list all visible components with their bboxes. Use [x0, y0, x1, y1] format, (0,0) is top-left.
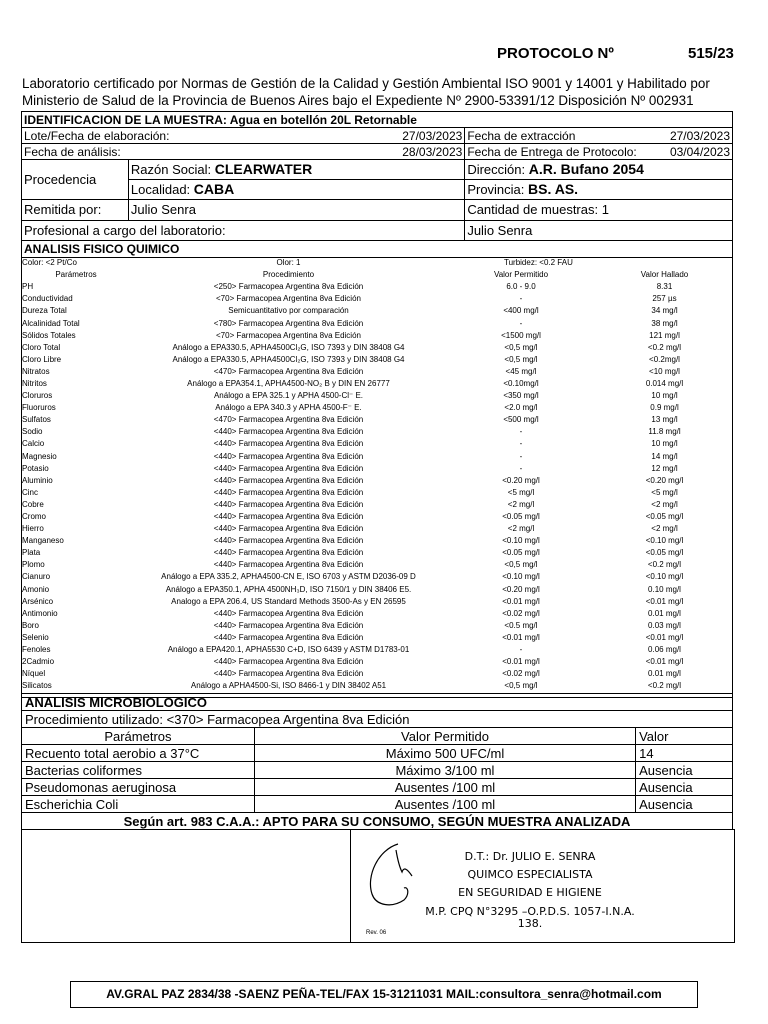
- fq-row: [21, 317, 733, 329]
- header-valor-hallado: Valor Hallado: [640, 270, 689, 280]
- fq-proc: <440> Farmacopea Argentina 8va Edición: [213, 608, 364, 618]
- fq-param: Conductividad: [22, 294, 73, 304]
- fq-permitido: <0.20 mg/l: [502, 475, 540, 485]
- fq-proc: <440> Farmacopea Argentina 8va Edición: [213, 475, 364, 485]
- fq-hallado: <0.01 mg/l: [645, 632, 684, 642]
- fq-proc: <440> Farmacopea Argentina 8va Edición: [213, 536, 364, 546]
- fq-hallado: 11.8 mg/l: [648, 427, 681, 437]
- fq-row: [21, 463, 733, 475]
- fq-proc: <440> Farmacopea Argentina 8va Edición: [213, 632, 364, 642]
- fq-hallado: <0.01 mg/l: [645, 596, 684, 606]
- entrega-cell: Fecha de Entrega de Protocolo: 03/04/2023: [465, 144, 733, 160]
- extraccion-cell: Fecha de extracción 27/03/2023: [465, 128, 733, 144]
- fq-row: [21, 438, 733, 450]
- fq-hallado: <0.2mg/l: [649, 354, 680, 364]
- fq-row: [21, 293, 733, 305]
- fq-proc: <70> Farmacopea Argentina 8va Edición: [216, 330, 361, 340]
- localidad: Localidad: CABA: [128, 180, 464, 200]
- fq-proc: <440> Farmacopea Argentina 8va Edición: [213, 451, 364, 461]
- remitida-value: Julio Senra: [128, 200, 464, 221]
- fq-param: Fluoruros: [22, 403, 56, 413]
- fq-param: Potasio: [22, 463, 49, 473]
- fq-permitido: <1500 mg/l: [501, 330, 541, 340]
- footer-address: AV.GRAL PAZ 2834/38 -SAENZ PEÑA-TEL/FAX 15-31211031 MAIL:consultora_senra@hotmail.com: [70, 981, 698, 1008]
- fq-hallado: 257 µs: [652, 294, 677, 304]
- fq-permitido: <2 mg/l: [507, 524, 535, 534]
- fq-row: [21, 596, 733, 608]
- header-procedimiento: Procedimiento: [262, 270, 315, 280]
- fq-proc: <250> Farmacopea Argentina 8va Edición: [213, 282, 364, 292]
- fq-row: [21, 668, 733, 680]
- micro-param: Recuento total aerobio a 37°C: [22, 745, 255, 762]
- fq-param: Cianuro: [22, 572, 51, 582]
- fq-proc: <440> Farmacopea Argentina 8va Edición: [213, 499, 364, 509]
- fq-row: [21, 499, 733, 511]
- fq-permitido: <2 mg/l: [507, 499, 535, 509]
- fq-hallado: <0.10 mg/l: [645, 536, 684, 546]
- fq-permitido: <400 mg/l: [503, 306, 539, 316]
- micro-permitido: Ausentes /100 ml: [254, 796, 635, 813]
- fq-param: Manganeso: [22, 536, 64, 546]
- fq-permitido: -: [519, 451, 523, 461]
- fq-permitido: <0,5 mg/l: [504, 681, 538, 691]
- fq-permitido: -: [519, 439, 523, 449]
- fq-permitido: <0,5 mg/l: [504, 342, 538, 352]
- certification-text: Laboratorio certificado por Normas de Gestión de la Calidad y Gestión Ambiental ISO 9001 y 14001 y Habilitado por Ministerio de Salud de la Provincia de Buenos Aires bajo el Expediente Nº 2900-53391/12 Disposición Nº 002931: [22, 76, 710, 108]
- fq-param: Plata: [22, 548, 41, 558]
- fq-proc: Análogo a EPA330.5, APHA4500Cl₂G, ISO 7393 y DIN 38408 G4: [172, 342, 405, 352]
- fq-permitido: <500 mg/l: [503, 415, 539, 425]
- fq-param: Aluminio: [22, 475, 53, 485]
- fq-param: Plomo: [22, 560, 45, 570]
- fq-param: Dureza Total: [22, 306, 67, 316]
- fq-row: [21, 354, 733, 366]
- provincia: Provincia: BS. AS.: [465, 180, 733, 200]
- fq-proc: Semicuantitativo por comparación: [228, 306, 349, 316]
- analisis-cell: Fecha de análisis: 28/03/2023: [22, 144, 465, 160]
- fq-param: Sodio: [22, 427, 43, 437]
- fq-permitido: <0.05 mg/l: [502, 512, 540, 522]
- fq-row: [21, 535, 733, 547]
- microbiologico-table: [21, 693, 733, 830]
- profesional-label: Profesional a cargo del laboratorio:: [22, 221, 465, 241]
- fq-permitido: -: [519, 294, 523, 304]
- razon-social: Razón Social: CLEARWATER: [128, 160, 464, 180]
- fq-param: 2Cadmio: [22, 657, 55, 667]
- fq-row: [21, 390, 733, 402]
- fq-row: [21, 547, 733, 559]
- fq-proc: <470> Farmacopea Argentina 8va Edición: [213, 366, 364, 376]
- fq-param: Sulfatos: [22, 415, 51, 425]
- fq-hallado: 0.10 mg/l: [648, 584, 681, 594]
- fq-hallado: 12 mg/l: [651, 463, 678, 473]
- fq-hallado: <0.20 mg/l: [645, 475, 684, 485]
- fq-proc: <440> Farmacopea Argentina 8va Edición: [213, 427, 364, 437]
- fq-permitido: <0.10mg/l: [503, 378, 539, 388]
- fq-row: [21, 402, 733, 414]
- fq-row: [21, 523, 733, 535]
- fq-param: Cobre: [22, 499, 44, 509]
- fq-permitido: -: [519, 318, 523, 328]
- fq-row: [21, 571, 733, 583]
- fq-row: [21, 559, 733, 571]
- fisico-title: ANALISIS FISICO QUIMICO: [22, 241, 733, 258]
- fq-permitido: -: [519, 645, 523, 655]
- fq-hallado: <2 mg/l: [651, 524, 678, 534]
- fisico-quimico-table: [21, 257, 733, 692]
- micro-valor: Ausencia: [636, 796, 733, 813]
- fq-row: [21, 644, 733, 656]
- header-valor-permitido: Valor Permitido: [493, 270, 549, 280]
- fq-proc: Análogo a EPA 335.2, APHA4500-CN E, ISO 6703 y ASTM D2036-09 D: [161, 572, 416, 582]
- fq-hallado: <0.01 mg/l: [645, 657, 684, 667]
- fq-param: Selenio: [22, 632, 49, 642]
- fq-param: PH: [22, 282, 34, 292]
- fq-proc: <440> Farmacopea Argentina 8va Edición: [213, 487, 364, 497]
- micro-header-parametros: Parámetros: [22, 728, 255, 745]
- fq-permitido: <0.01 mg/l: [502, 632, 540, 642]
- fq-row: [21, 608, 733, 620]
- fq-param: Fenoles: [22, 645, 51, 655]
- fq-param: Silicatos: [22, 681, 52, 691]
- fq-permitido: <2.0 mg/l: [504, 403, 538, 413]
- fq-hallado: 0.014 mg/l: [645, 378, 684, 388]
- fq-hallado: 0.06 mg/l: [648, 645, 681, 655]
- fq-proc: Análogo a EPA354.1, APHA4500-NO₂ B y DIN EN 26777: [187, 378, 390, 388]
- fq-hallado: 14 mg/l: [651, 451, 678, 461]
- fq-permitido: <0.02 mg/l: [502, 608, 540, 618]
- protocol-number: 515/23: [688, 45, 734, 62]
- fq-hallado: 121 mg/l: [649, 330, 680, 340]
- fq-proc: Análogo a EPA350.1, APHA 4500NH₃D, ISO 7150/1 y DIN 38406 E5.: [165, 584, 412, 594]
- fq-hallado: <0.2 mg/l: [647, 342, 682, 352]
- signature-text: D.T.: Dr. JULIO E. SENRA QUIMCO ESPECIALISTA EN SEGURIDAD E HIGIENE M.P. CPQ N°3295 –O.P.D.S. 1057-I.N.A. 138.: [425, 850, 635, 930]
- fq-param: Sólidos Totales: [22, 330, 76, 340]
- fq-hallado: <2 mg/l: [651, 499, 678, 509]
- fq-row: [21, 330, 733, 342]
- fq-permitido: <0.05 mg/l: [502, 548, 540, 558]
- micro-valor: Ausencia: [636, 779, 733, 796]
- fq-permitido: -: [519, 463, 523, 473]
- fq-permitido: <0.10 mg/l: [502, 536, 540, 546]
- fq-param: Cloruros: [22, 391, 53, 401]
- fq-hallado: 0.9 mg/l: [650, 403, 679, 413]
- fq-hallado: <0.2 mg/l: [647, 681, 682, 691]
- fq-permitido: <0.5 mg/l: [504, 620, 538, 630]
- fq-proc: <470> Farmacopea Argentina 8va Edición: [213, 415, 364, 425]
- fq-hallado: 0.01 mg/l: [648, 669, 681, 679]
- fq-permitido: <5 mg/l: [507, 487, 535, 497]
- fq-permitido: <45 mg/l: [505, 366, 537, 376]
- fq-permitido: <0.01 mg/l: [502, 596, 540, 606]
- fq-param: Cloro Libre: [22, 354, 62, 364]
- fq-hallado: 0.03 mg/l: [648, 620, 681, 630]
- fq-proc: <440> Farmacopea Argentina 8va Edición: [213, 669, 364, 679]
- fq-row: [21, 487, 733, 499]
- fq-permitido: <0.10 mg/l: [502, 572, 540, 582]
- micro-param: Pseudomonas aeruginosa: [22, 779, 255, 796]
- fq-proc: <780> Farmacopea Argentina 8va Edición: [213, 318, 364, 328]
- fq-param: Calcio: [22, 439, 45, 449]
- fq-row: [21, 680, 733, 692]
- micro-permitido: Ausentes /100 ml: [254, 779, 635, 796]
- fq-row: [21, 366, 733, 378]
- fq-hallado: <10 mg/l: [649, 366, 680, 376]
- micro-row: [22, 796, 733, 813]
- profesional-value: Julio Senra: [465, 221, 733, 241]
- fq-proc: Análogo a EPA 340.3 y APHA 4500-F⁻ E.: [215, 403, 362, 413]
- fq-hallado: 10 mg/l: [651, 391, 678, 401]
- fq-row: [21, 584, 733, 596]
- fq-param: Alcalinidad Total: [22, 318, 80, 328]
- olor-value: Olor: 1: [276, 258, 301, 268]
- remitida-label: Remitida por:: [22, 200, 129, 221]
- fq-param: Hierro: [22, 524, 44, 534]
- fq-row: [21, 305, 733, 317]
- fq-param: Nitratos: [22, 366, 50, 376]
- micro-param: Escherichia Coli: [22, 796, 255, 813]
- micro-permitido: Máximo 3/100 ml: [254, 762, 635, 779]
- fq-permitido: <0,5 mg/l: [504, 560, 538, 570]
- fq-param: Cromo: [22, 512, 47, 522]
- fq-hallado: 8.31: [656, 282, 673, 292]
- verdict: Según art. 983 C.A.A.: APTO PARA SU CONSUMO, SEGÚN MUESTRA ANALIZADA: [22, 813, 733, 830]
- fq-row: [21, 632, 733, 644]
- fq-proc: <440> Farmacopea Argentina 8va Edición: [213, 548, 364, 558]
- fq-proc: Análogo a APHA4500-Si, ISO 8466-1 y DIN 38402 A51: [190, 681, 387, 691]
- fq-row: [21, 656, 733, 668]
- fq-param: Nitritos: [22, 378, 47, 388]
- fq-proc: Análogo a EPA420.1, APHA5530 C+D, ISO 6439 y ASTM D1783-01: [167, 645, 410, 655]
- micro-valor: Ausencia: [636, 762, 733, 779]
- micro-row: [22, 762, 733, 779]
- fq-proc: <440> Farmacopea Argentina 8va Edición: [213, 560, 364, 570]
- fq-permitido: -: [519, 427, 523, 437]
- micro-header-permitido: Valor Permitido: [254, 728, 635, 745]
- fq-permitido: <0.01 mg/l: [502, 657, 540, 667]
- fq-proc: Análogo a EPA 325.1 y APHA 4500-Cl⁻ E.: [213, 391, 364, 401]
- fq-permitido: <350 mg/l: [503, 391, 539, 401]
- header-parametros: Parámetros: [55, 270, 97, 280]
- fq-row: [21, 620, 733, 632]
- fq-proc: <70> Farmacopea Argentina 8va Edición: [216, 294, 361, 304]
- fq-proc: <440> Farmacopea Argentina 8va Edición: [213, 512, 364, 522]
- micro-row: [22, 745, 733, 762]
- fq-proc: <440> Farmacopea Argentina 8va Edición: [213, 524, 364, 534]
- fq-proc: <440> Farmacopea Argentina 8va Edición: [213, 657, 364, 667]
- fq-proc: Análogo a EPA330.5, APHA4500Cl₂G, ISO 7393 y DIN 38408 G4: [172, 354, 405, 364]
- procedencia-label: Procedencia: [22, 160, 129, 200]
- fq-hallado: 10 mg/l: [651, 439, 678, 449]
- fq-param: Amonio: [22, 584, 50, 594]
- fq-hallado: <0.10 mg/l: [645, 572, 684, 582]
- fq-permitido: <0.02 mg/l: [502, 669, 540, 679]
- fq-row: [21, 475, 733, 487]
- fq-hallado: 38 mg/l: [651, 318, 678, 328]
- micro-title: ANALISIS MICROBIOLOGICO: [22, 694, 733, 711]
- fq-hallado: 0.01 mg/l: [648, 608, 681, 618]
- fq-proc: Analogo a EPA 206.4, US Standard Methods 3500-As y EN 26595: [171, 596, 406, 606]
- micro-permitido: Máximo 500 UFC/ml: [254, 745, 635, 762]
- micro-row: [22, 779, 733, 796]
- fq-param: Cloro Total: [22, 342, 61, 352]
- fq-proc: <440> Farmacopea Argentina 8va Edición: [213, 439, 364, 449]
- fq-row: [21, 378, 733, 390]
- fq-row: [21, 511, 733, 523]
- sample-title: IDENTIFICACION DE LA MUESTRA: Agua en botellón 20L Retornable: [22, 112, 733, 128]
- fq-row: [21, 342, 733, 354]
- fq-param: Magnesio: [22, 451, 57, 461]
- micro-valor: 14: [636, 745, 733, 762]
- fq-hallado: 34 mg/l: [651, 306, 678, 316]
- fq-row: [21, 414, 733, 426]
- revision: Rev. 06: [366, 930, 387, 936]
- fq-hallado: <0.2 mg/l: [647, 560, 682, 570]
- fq-hallado: <0.05 mg/l: [645, 548, 684, 558]
- fq-permitido: 6.0 - 9.0: [506, 282, 536, 292]
- fq-permitido: <0.20 mg/l: [502, 584, 540, 594]
- fq-param: Antimonio: [22, 608, 58, 618]
- fq-hallado: <0.05 mg/l: [645, 512, 684, 522]
- micro-procedure: Procedimiento utilizado: <370> Farmacopea Argentina 8va Edición: [22, 711, 733, 728]
- fq-hallado: <5 mg/l: [651, 487, 678, 497]
- fq-row: [21, 426, 733, 438]
- fq-hallado: 13 mg/l: [651, 415, 678, 425]
- fq-param: Arsénico: [22, 596, 54, 606]
- color-value: Color: <2 Pt/Co: [22, 258, 77, 268]
- fq-row: [21, 281, 733, 293]
- fq-param: Boro: [22, 620, 39, 630]
- protocol-label: PROTOCOLO Nº: [497, 45, 614, 62]
- micro-param: Bacterias coliformes: [22, 762, 255, 779]
- turbidez-value: Turbidez: <0.2 FAU: [504, 258, 573, 268]
- micro-header-valor: Valor: [636, 728, 733, 745]
- lote-cell: Lote/Fecha de elaboración: 27/03/2023: [22, 128, 465, 144]
- cantidad-muestras: Cantidad de muestras: 1: [465, 200, 733, 221]
- fq-param: Cinc: [22, 487, 39, 497]
- fq-permitido: <0,5 mg/l: [504, 354, 538, 364]
- fq-row: [21, 451, 733, 463]
- fq-param: Níquel: [22, 669, 46, 679]
- direccion: Dirección: A.R. Bufano 2054: [465, 160, 733, 180]
- fq-proc: <440> Farmacopea Argentina 8va Edición: [213, 463, 364, 473]
- fq-proc: <440> Farmacopea Argentina 8va Edición: [213, 620, 364, 630]
